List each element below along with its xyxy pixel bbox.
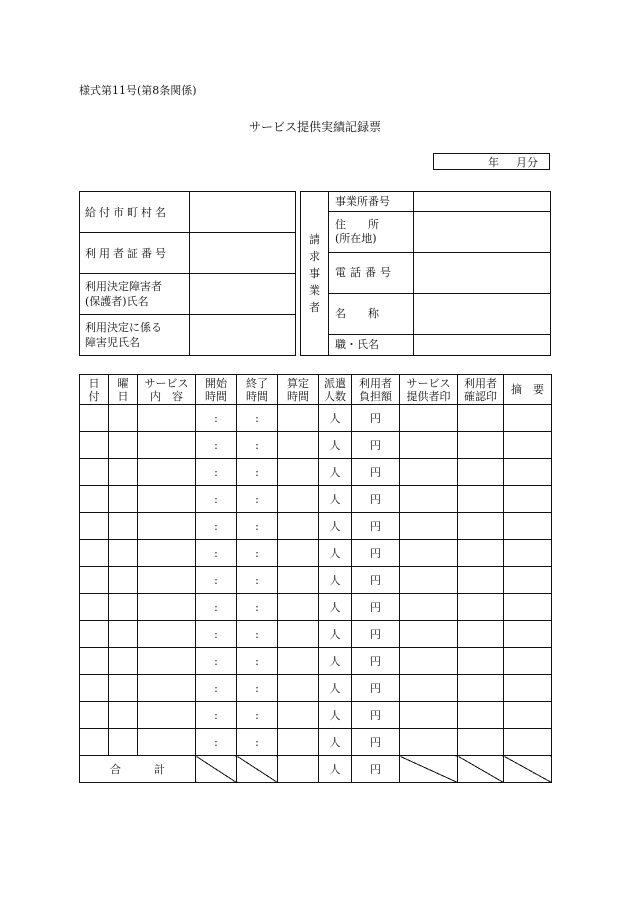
document-title: サービス提供実績記録票: [248, 120, 381, 134]
end-time-cell[interactable]: :: [237, 567, 278, 594]
end-time-cell[interactable]: :: [237, 405, 278, 432]
end-time-cell[interactable]: :: [237, 702, 278, 729]
year-label: 年: [488, 156, 499, 169]
service-content-cell[interactable]: [138, 567, 196, 594]
guardian-name-field[interactable]: [190, 274, 296, 315]
child-name-line1: 利用決定に係る: [85, 321, 162, 334]
user-seal-cell[interactable]: [458, 540, 504, 567]
dispatch-count-cell[interactable]: 人: [319, 594, 352, 621]
name-field[interactable]: [414, 294, 551, 335]
start-time-cell[interactable]: :: [196, 702, 237, 729]
billing-provider-table: [300, 191, 551, 356]
user-seal-cell[interactable]: [458, 702, 504, 729]
table-row: [80, 675, 552, 702]
table-header-row: [80, 375, 552, 405]
total-charge-cell[interactable]: 円: [352, 756, 400, 783]
provider-seal-cell[interactable]: [400, 594, 458, 621]
provider-seal-cell[interactable]: [400, 486, 458, 513]
day-cell[interactable]: [80, 540, 109, 567]
table-row: [80, 594, 552, 621]
weekday-cell[interactable]: [109, 675, 138, 702]
service-content-cell[interactable]: [138, 675, 196, 702]
user-charge-cell[interactable]: 円: [352, 729, 400, 756]
provider-seal-cell[interactable]: [400, 567, 458, 594]
provider-seal-cell[interactable]: [400, 459, 458, 486]
end-time-cell[interactable]: :: [237, 594, 278, 621]
day-cell[interactable]: [80, 459, 109, 486]
calc-time-cell[interactable]: [278, 675, 319, 702]
user-charge-cell[interactable]: 円: [352, 540, 400, 567]
user-seal-cell[interactable]: [458, 513, 504, 540]
calc-time-cell[interactable]: [278, 702, 319, 729]
start-time-cell[interactable]: :: [196, 675, 237, 702]
header-cell: 利用者 確認印: [458, 375, 504, 405]
header-cell: サービス 内 容: [138, 375, 196, 405]
calc-time-cell[interactable]: [278, 567, 319, 594]
dispatch-count-cell[interactable]: 人: [319, 513, 352, 540]
service-content-cell[interactable]: [138, 432, 196, 459]
service-content-cell[interactable]: [138, 648, 196, 675]
start-time-cell[interactable]: :: [196, 567, 237, 594]
weekday-cell[interactable]: [109, 486, 138, 513]
guardian-name-label: [80, 274, 190, 315]
remarks-cell[interactable]: [504, 675, 552, 702]
child-name-field[interactable]: [190, 315, 296, 356]
end-time-cell[interactable]: :: [237, 648, 278, 675]
total-calc-time-cell[interactable]: [278, 756, 319, 783]
provider-seal-cell[interactable]: [400, 675, 458, 702]
user-charge-cell[interactable]: 円: [352, 594, 400, 621]
provider-seal-cell[interactable]: [400, 621, 458, 648]
name-label: 名 称: [329, 294, 414, 335]
weekday-cell[interactable]: [109, 594, 138, 621]
calc-time-cell[interactable]: [278, 513, 319, 540]
table-row: [80, 648, 552, 675]
end-time-cell[interactable]: :: [237, 486, 278, 513]
table-row: [80, 486, 552, 513]
municipality-field[interactable]: [190, 192, 296, 233]
calc-time-cell[interactable]: [278, 405, 319, 432]
remarks-cell[interactable]: [504, 702, 552, 729]
service-content-cell[interactable]: [138, 729, 196, 756]
month-label: 月分: [516, 156, 538, 169]
dispatch-count-cell[interactable]: 人: [319, 621, 352, 648]
dispatch-count-cell[interactable]: 人: [319, 540, 352, 567]
remarks-cell[interactable]: [504, 405, 552, 432]
provider-seal-cell[interactable]: [400, 540, 458, 567]
user-charge-cell[interactable]: 円: [352, 621, 400, 648]
end-time-cell[interactable]: :: [237, 621, 278, 648]
user-seal-cell[interactable]: [458, 675, 504, 702]
user-charge-cell[interactable]: 円: [352, 432, 400, 459]
day-cell[interactable]: [80, 621, 109, 648]
start-time-cell[interactable]: :: [196, 513, 237, 540]
table-row: [80, 513, 552, 540]
weekday-cell[interactable]: [109, 621, 138, 648]
service-content-cell[interactable]: [138, 459, 196, 486]
table-row: [80, 702, 552, 729]
user-charge-cell[interactable]: 円: [352, 486, 400, 513]
table-row: [80, 729, 552, 756]
end-time-cell[interactable]: :: [237, 675, 278, 702]
phone-label: 電話番号: [329, 253, 414, 294]
table-row: [80, 459, 552, 486]
header-cell: 算定 時間: [278, 375, 319, 405]
service-content-cell[interactable]: [138, 540, 196, 567]
total-start-diag: [196, 756, 237, 783]
weekday-cell[interactable]: [109, 459, 138, 486]
remarks-cell[interactable]: [504, 621, 552, 648]
total-label: 合 計: [80, 756, 196, 783]
calc-time-cell[interactable]: [278, 594, 319, 621]
dispatch-count-cell[interactable]: 人: [319, 729, 352, 756]
calc-time-cell[interactable]: [278, 729, 319, 756]
header-cell: 摘 要: [504, 375, 552, 405]
start-time-cell[interactable]: :: [196, 459, 237, 486]
weekday-cell[interactable]: [109, 513, 138, 540]
provider-seal-cell[interactable]: [400, 648, 458, 675]
header-cell: サービス 提供者印: [400, 375, 458, 405]
calc-time-cell[interactable]: [278, 486, 319, 513]
remarks-cell[interactable]: [504, 486, 552, 513]
remarks-cell[interactable]: [504, 540, 552, 567]
weekday-cell[interactable]: [109, 540, 138, 567]
service-content-cell[interactable]: [138, 621, 196, 648]
header-cell: 終了 時間: [237, 375, 278, 405]
user-seal-cell[interactable]: [458, 648, 504, 675]
day-cell[interactable]: [80, 675, 109, 702]
user-charge-cell[interactable]: 円: [352, 567, 400, 594]
table-row: [80, 405, 552, 432]
user-seal-cell[interactable]: [458, 486, 504, 513]
end-time-cell[interactable]: :: [237, 729, 278, 756]
remarks-cell[interactable]: [504, 648, 552, 675]
end-time-cell[interactable]: :: [237, 432, 278, 459]
address-field[interactable]: [414, 212, 551, 253]
weekday-cell[interactable]: [109, 405, 138, 432]
header-cell: 日 付: [80, 375, 109, 405]
day-cell[interactable]: [80, 567, 109, 594]
user-charge-cell[interactable]: 円: [352, 513, 400, 540]
total-user-diag: [458, 756, 504, 783]
calc-time-cell[interactable]: [278, 540, 319, 567]
start-time-cell[interactable]: :: [196, 648, 237, 675]
provider-seal-cell[interactable]: [400, 432, 458, 459]
service-content-cell[interactable]: [138, 594, 196, 621]
calc-time-cell[interactable]: [278, 621, 319, 648]
start-time-cell[interactable]: :: [196, 594, 237, 621]
calc-time-cell[interactable]: [278, 459, 319, 486]
office-no-label: 事業所番号: [329, 192, 414, 212]
table-row: [80, 567, 552, 594]
service-record-table: [79, 374, 552, 783]
weekday-cell[interactable]: [109, 567, 138, 594]
dispatch-count-cell[interactable]: 人: [319, 567, 352, 594]
end-time-cell[interactable]: :: [237, 513, 278, 540]
office-no-field[interactable]: [414, 192, 551, 212]
remarks-cell[interactable]: [504, 459, 552, 486]
user-seal-cell[interactable]: [458, 567, 504, 594]
provider-seal-cell[interactable]: [400, 405, 458, 432]
user-charge-cell[interactable]: 円: [352, 459, 400, 486]
dispatch-count-cell[interactable]: 人: [319, 405, 352, 432]
header-cell: 曜 日: [109, 375, 138, 405]
user-seal-cell[interactable]: [458, 405, 504, 432]
child-name-label: [80, 315, 190, 356]
dispatch-count-cell[interactable]: 人: [319, 486, 352, 513]
start-time-cell[interactable]: :: [196, 540, 237, 567]
provider-seal-cell[interactable]: [400, 513, 458, 540]
guardian-name-line2: (保護者)氏名: [85, 295, 149, 308]
guardian-name-line1: 利用決定障害者: [85, 280, 162, 293]
service-content-cell[interactable]: [138, 513, 196, 540]
weekday-cell[interactable]: [109, 729, 138, 756]
start-time-cell[interactable]: :: [196, 405, 237, 432]
provider-seal-cell[interactable]: [400, 729, 458, 756]
day-cell[interactable]: [80, 432, 109, 459]
header-cell: 利用者 負担額: [352, 375, 400, 405]
recipient-info-table: [79, 191, 296, 356]
user-seal-cell[interactable]: [458, 459, 504, 486]
remarks-cell[interactable]: [504, 594, 552, 621]
header-cell: 開始 時間: [196, 375, 237, 405]
header-cell: 派遣 人数: [319, 375, 352, 405]
user-cert-label: 利用者証番号: [80, 233, 190, 274]
service-content-cell[interactable]: [138, 702, 196, 729]
dispatch-count-cell[interactable]: 人: [319, 675, 352, 702]
end-time-cell[interactable]: :: [237, 540, 278, 567]
remarks-cell[interactable]: [504, 513, 552, 540]
start-time-cell[interactable]: :: [196, 621, 237, 648]
total-row: [80, 756, 552, 783]
year-month-box[interactable]: [433, 153, 550, 170]
user-seal-cell[interactable]: [458, 432, 504, 459]
day-cell[interactable]: [80, 594, 109, 621]
start-time-cell[interactable]: :: [196, 729, 237, 756]
dispatch-count-cell[interactable]: 人: [319, 432, 352, 459]
user-charge-cell[interactable]: 円: [352, 675, 400, 702]
form-number: 様式第11号(第8条関係): [79, 84, 197, 97]
user-charge-cell[interactable]: 円: [352, 648, 400, 675]
day-cell[interactable]: [80, 513, 109, 540]
total-remarks-diag: [504, 756, 552, 783]
end-time-cell[interactable]: :: [237, 459, 278, 486]
phone-field[interactable]: [414, 253, 551, 294]
total-end-diag: [237, 756, 278, 783]
user-charge-cell[interactable]: 円: [352, 405, 400, 432]
user-charge-cell[interactable]: 円: [352, 702, 400, 729]
day-cell[interactable]: [80, 729, 109, 756]
remarks-cell[interactable]: [504, 432, 552, 459]
table-row: [80, 621, 552, 648]
calc-time-cell[interactable]: [278, 648, 319, 675]
position-name-label: 職・氏名: [329, 335, 414, 356]
municipality-label: 給付市町村名: [80, 192, 190, 233]
start-time-cell[interactable]: :: [196, 432, 237, 459]
address-label: 住 所 (所在地): [329, 212, 414, 253]
user-cert-field[interactable]: [190, 233, 296, 274]
total-dispatch-cell[interactable]: 人: [319, 756, 352, 783]
user-seal-cell[interactable]: [458, 729, 504, 756]
billing-provider-vertical-label: 請 求 事 業 者: [301, 192, 329, 356]
weekday-cell[interactable]: [109, 702, 138, 729]
table-row: [80, 432, 552, 459]
day-cell[interactable]: [80, 648, 109, 675]
remarks-cell[interactable]: [504, 567, 552, 594]
service-content-cell[interactable]: [138, 405, 196, 432]
user-seal-cell[interactable]: [458, 621, 504, 648]
child-name-line2: 障害児氏名: [85, 336, 140, 349]
dispatch-count-cell[interactable]: 人: [319, 459, 352, 486]
dispatch-count-cell[interactable]: 人: [319, 648, 352, 675]
remarks-cell[interactable]: [504, 729, 552, 756]
day-cell[interactable]: [80, 486, 109, 513]
weekday-cell[interactable]: [109, 432, 138, 459]
table-row: [80, 540, 552, 567]
dispatch-count-cell[interactable]: 人: [319, 702, 352, 729]
weekday-cell[interactable]: [109, 648, 138, 675]
user-seal-cell[interactable]: [458, 594, 504, 621]
calc-time-cell[interactable]: [278, 432, 319, 459]
service-content-cell[interactable]: [138, 486, 196, 513]
start-time-cell[interactable]: :: [196, 486, 237, 513]
day-cell[interactable]: [80, 405, 109, 432]
day-cell[interactable]: [80, 702, 109, 729]
total-provider-diag: [400, 756, 458, 783]
provider-seal-cell[interactable]: [400, 702, 458, 729]
position-name-field[interactable]: [414, 335, 551, 356]
